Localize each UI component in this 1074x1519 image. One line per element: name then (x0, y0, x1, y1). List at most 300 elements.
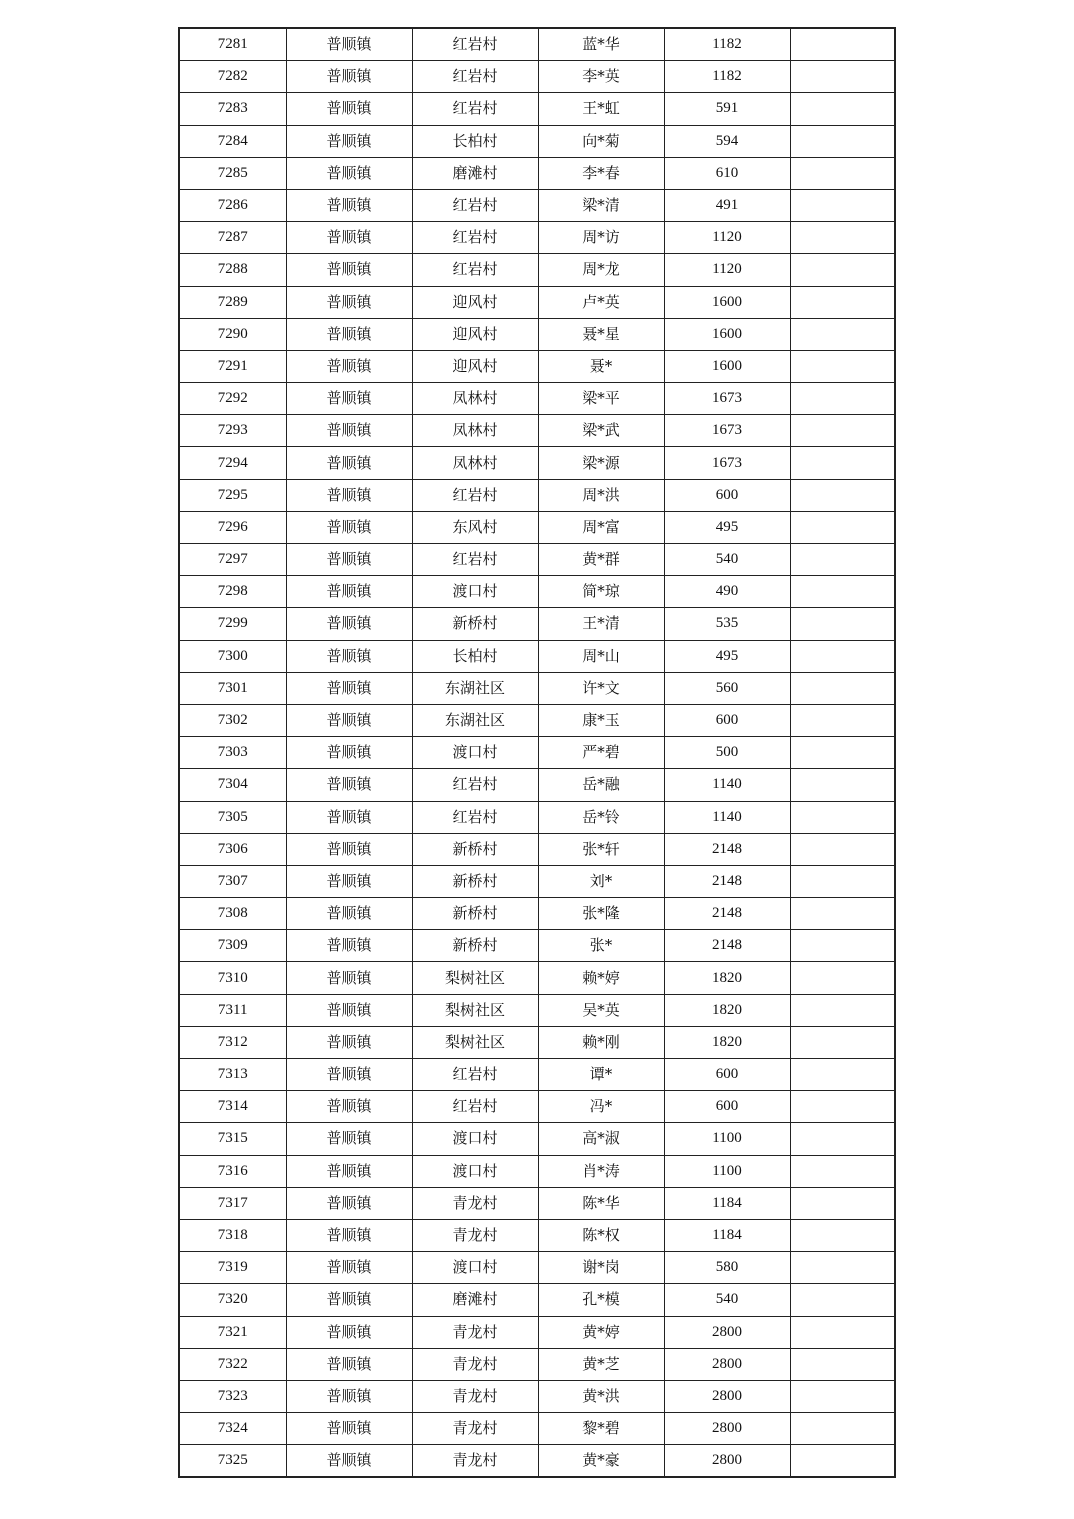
note-cell (790, 511, 895, 543)
serial-number-cell: 7299 (179, 608, 286, 640)
village-cell: 红岩村 (412, 801, 538, 833)
note-cell (790, 1059, 895, 1091)
amount-cell: 540 (664, 544, 790, 576)
person-name-cell: 蓝*华 (538, 28, 664, 61)
amount-cell: 1184 (664, 1187, 790, 1219)
table-row (179, 608, 895, 640)
table-row (179, 672, 895, 704)
note-cell (790, 447, 895, 479)
serial-number-cell: 7301 (179, 672, 286, 704)
town-cell: 普顺镇 (286, 189, 412, 221)
amount-cell: 495 (664, 640, 790, 672)
amount-cell: 1820 (664, 994, 790, 1026)
town-cell: 普顺镇 (286, 898, 412, 930)
person-name-cell: 周*龙 (538, 254, 664, 286)
town-cell: 普顺镇 (286, 704, 412, 736)
amount-cell: 1673 (664, 383, 790, 415)
village-cell: 凤林村 (412, 447, 538, 479)
serial-number-cell: 7300 (179, 640, 286, 672)
person-name-cell: 岳*铃 (538, 801, 664, 833)
serial-number-cell: 7292 (179, 383, 286, 415)
serial-number-cell: 7297 (179, 544, 286, 576)
note-cell (790, 1219, 895, 1251)
amount-cell: 2800 (664, 1380, 790, 1412)
amount-cell: 560 (664, 672, 790, 704)
village-cell: 迎风村 (412, 350, 538, 382)
town-cell: 普顺镇 (286, 1026, 412, 1058)
serial-number-cell: 7311 (179, 994, 286, 1026)
note-cell (790, 769, 895, 801)
table-row (179, 1316, 895, 1348)
serial-number-cell: 7317 (179, 1187, 286, 1219)
amount-cell: 1182 (664, 61, 790, 93)
serial-number-cell: 7302 (179, 704, 286, 736)
table-row (179, 1059, 895, 1091)
table-row (179, 1380, 895, 1412)
person-name-cell: 肖*涛 (538, 1155, 664, 1187)
village-cell: 长柏村 (412, 125, 538, 157)
serial-number-cell: 7290 (179, 318, 286, 350)
serial-number-cell: 7310 (179, 962, 286, 994)
serial-number-cell: 7288 (179, 254, 286, 286)
town-cell: 普顺镇 (286, 511, 412, 543)
town-cell: 普顺镇 (286, 640, 412, 672)
serial-number-cell: 7320 (179, 1284, 286, 1316)
serial-number-cell: 7324 (179, 1413, 286, 1445)
village-cell: 迎风村 (412, 318, 538, 350)
amount-cell: 1600 (664, 318, 790, 350)
note-cell (790, 544, 895, 576)
village-cell: 红岩村 (412, 254, 538, 286)
amount-cell: 1820 (664, 1026, 790, 1058)
table-row (179, 254, 895, 286)
amount-cell: 2148 (664, 898, 790, 930)
note-cell (790, 1091, 895, 1123)
village-cell: 渡口村 (412, 1252, 538, 1284)
village-cell: 红岩村 (412, 1091, 538, 1123)
village-cell: 渡口村 (412, 1155, 538, 1187)
note-cell (790, 1445, 895, 1478)
village-cell: 长柏村 (412, 640, 538, 672)
village-cell: 新桥村 (412, 898, 538, 930)
note-cell (790, 608, 895, 640)
village-cell: 磨滩村 (412, 157, 538, 189)
person-name-cell: 李*英 (538, 61, 664, 93)
town-cell: 普顺镇 (286, 994, 412, 1026)
amount-cell: 600 (664, 1091, 790, 1123)
amount-cell: 491 (664, 189, 790, 221)
note-cell (790, 1026, 895, 1058)
serial-number-cell: 7283 (179, 93, 286, 125)
serial-number-cell: 7303 (179, 737, 286, 769)
person-name-cell: 黎*碧 (538, 1413, 664, 1445)
town-cell: 普顺镇 (286, 672, 412, 704)
person-name-cell: 李*春 (538, 157, 664, 189)
table-row (179, 125, 895, 157)
village-cell: 红岩村 (412, 544, 538, 576)
note-cell (790, 318, 895, 350)
table-row (179, 511, 895, 543)
table-row (179, 157, 895, 189)
serial-number-cell: 7325 (179, 1445, 286, 1478)
village-cell: 东湖社区 (412, 672, 538, 704)
table-row (179, 1123, 895, 1155)
village-cell: 渡口村 (412, 737, 538, 769)
serial-number-cell: 7293 (179, 415, 286, 447)
person-name-cell: 周*富 (538, 511, 664, 543)
person-name-cell: 许*文 (538, 672, 664, 704)
person-name-cell: 刘* (538, 865, 664, 897)
town-cell: 普顺镇 (286, 1059, 412, 1091)
serial-number-cell: 7295 (179, 479, 286, 511)
note-cell (790, 801, 895, 833)
person-name-cell: 王*清 (538, 608, 664, 640)
record-table-body (179, 28, 895, 1477)
person-name-cell: 黄*婷 (538, 1316, 664, 1348)
person-name-cell: 黄*芝 (538, 1348, 664, 1380)
village-cell: 凤林村 (412, 415, 538, 447)
person-name-cell: 康*玉 (538, 704, 664, 736)
town-cell: 普顺镇 (286, 1252, 412, 1284)
village-cell: 新桥村 (412, 833, 538, 865)
note-cell (790, 865, 895, 897)
village-cell: 红岩村 (412, 61, 538, 93)
table-row (179, 704, 895, 736)
serial-number-cell: 7286 (179, 189, 286, 221)
person-name-cell: 梁*武 (538, 415, 664, 447)
town-cell: 普顺镇 (286, 93, 412, 125)
town-cell: 普顺镇 (286, 415, 412, 447)
table-row (179, 61, 895, 93)
person-name-cell: 梁*清 (538, 189, 664, 221)
amount-cell: 2800 (664, 1348, 790, 1380)
amount-cell: 1600 (664, 286, 790, 318)
table-row (179, 1445, 895, 1478)
person-name-cell: 黄*群 (538, 544, 664, 576)
serial-number-cell: 7287 (179, 222, 286, 254)
amount-cell: 610 (664, 157, 790, 189)
amount-cell: 2800 (664, 1413, 790, 1445)
note-cell (790, 704, 895, 736)
table-row (179, 1187, 895, 1219)
town-cell: 普顺镇 (286, 318, 412, 350)
table-row (179, 962, 895, 994)
village-cell: 东湖社区 (412, 704, 538, 736)
amount-cell: 1120 (664, 222, 790, 254)
note-cell (790, 383, 895, 415)
serial-number-cell: 7309 (179, 930, 286, 962)
note-cell (790, 350, 895, 382)
serial-number-cell: 7312 (179, 1026, 286, 1058)
note-cell (790, 415, 895, 447)
table-row (179, 1219, 895, 1251)
note-cell (790, 286, 895, 318)
serial-number-cell: 7318 (179, 1219, 286, 1251)
serial-number-cell: 7313 (179, 1059, 286, 1091)
person-name-cell: 周*洪 (538, 479, 664, 511)
amount-cell: 600 (664, 704, 790, 736)
person-name-cell: 周*山 (538, 640, 664, 672)
town-cell: 普顺镇 (286, 254, 412, 286)
note-cell (790, 28, 895, 61)
person-name-cell: 卢*英 (538, 286, 664, 318)
serial-number-cell: 7308 (179, 898, 286, 930)
amount-cell: 500 (664, 737, 790, 769)
village-cell: 青龙村 (412, 1316, 538, 1348)
person-name-cell: 周*访 (538, 222, 664, 254)
person-name-cell: 谢*岗 (538, 1252, 664, 1284)
serial-number-cell: 7289 (179, 286, 286, 318)
note-cell (790, 1348, 895, 1380)
village-cell: 红岩村 (412, 222, 538, 254)
table-row (179, 1348, 895, 1380)
note-cell (790, 479, 895, 511)
note-cell (790, 125, 895, 157)
amount-cell: 1673 (664, 415, 790, 447)
town-cell: 普顺镇 (286, 1348, 412, 1380)
village-cell: 新桥村 (412, 930, 538, 962)
table-row (179, 576, 895, 608)
serial-number-cell: 7281 (179, 28, 286, 61)
table-row (179, 833, 895, 865)
note-cell (790, 1155, 895, 1187)
town-cell: 普顺镇 (286, 1155, 412, 1187)
person-name-cell: 张*轩 (538, 833, 664, 865)
serial-number-cell: 7304 (179, 769, 286, 801)
person-name-cell: 赖*婷 (538, 962, 664, 994)
amount-cell: 1100 (664, 1155, 790, 1187)
town-cell: 普顺镇 (286, 1316, 412, 1348)
person-name-cell: 黄*洪 (538, 1380, 664, 1412)
table-row (179, 640, 895, 672)
village-cell: 青龙村 (412, 1219, 538, 1251)
town-cell: 普顺镇 (286, 737, 412, 769)
town-cell: 普顺镇 (286, 801, 412, 833)
amount-cell: 2800 (664, 1445, 790, 1478)
amount-cell: 2148 (664, 930, 790, 962)
town-cell: 普顺镇 (286, 608, 412, 640)
village-cell: 红岩村 (412, 93, 538, 125)
village-cell: 青龙村 (412, 1380, 538, 1412)
village-cell: 红岩村 (412, 189, 538, 221)
serial-number-cell: 7298 (179, 576, 286, 608)
village-cell: 新桥村 (412, 865, 538, 897)
note-cell (790, 898, 895, 930)
serial-number-cell: 7306 (179, 833, 286, 865)
serial-number-cell: 7294 (179, 447, 286, 479)
town-cell: 普顺镇 (286, 286, 412, 318)
town-cell: 普顺镇 (286, 1187, 412, 1219)
table-row (179, 415, 895, 447)
serial-number-cell: 7282 (179, 61, 286, 93)
note-cell (790, 1413, 895, 1445)
table-row (179, 383, 895, 415)
table-row (179, 1026, 895, 1058)
amount-cell: 580 (664, 1252, 790, 1284)
table-row (179, 1413, 895, 1445)
note-cell (790, 254, 895, 286)
person-name-cell: 严*碧 (538, 737, 664, 769)
table-row (179, 286, 895, 318)
record-table (178, 27, 896, 1478)
person-name-cell: 陈*华 (538, 1187, 664, 1219)
town-cell: 普顺镇 (286, 157, 412, 189)
person-name-cell: 赖*刚 (538, 1026, 664, 1058)
table-row (179, 1252, 895, 1284)
town-cell: 普顺镇 (286, 222, 412, 254)
village-cell: 梨树社区 (412, 994, 538, 1026)
amount-cell: 600 (664, 479, 790, 511)
serial-number-cell: 7322 (179, 1348, 286, 1380)
town-cell: 普顺镇 (286, 865, 412, 897)
amount-cell: 591 (664, 93, 790, 125)
amount-cell: 2800 (664, 1316, 790, 1348)
amount-cell: 1820 (664, 962, 790, 994)
town-cell: 普顺镇 (286, 1445, 412, 1478)
table-row (179, 189, 895, 221)
town-cell: 普顺镇 (286, 1380, 412, 1412)
person-name-cell: 聂*星 (538, 318, 664, 350)
person-name-cell: 简*琼 (538, 576, 664, 608)
village-cell: 青龙村 (412, 1445, 538, 1478)
town-cell: 普顺镇 (286, 962, 412, 994)
town-cell: 普顺镇 (286, 1219, 412, 1251)
amount-cell: 1182 (664, 28, 790, 61)
amount-cell: 1140 (664, 801, 790, 833)
note-cell (790, 61, 895, 93)
village-cell: 东风村 (412, 511, 538, 543)
serial-number-cell: 7296 (179, 511, 286, 543)
town-cell: 普顺镇 (286, 930, 412, 962)
town-cell: 普顺镇 (286, 1284, 412, 1316)
table-row (179, 1155, 895, 1187)
village-cell: 红岩村 (412, 28, 538, 61)
table-row (179, 28, 895, 61)
village-cell: 凤林村 (412, 383, 538, 415)
table-row (179, 769, 895, 801)
serial-number-cell: 7284 (179, 125, 286, 157)
amount-cell: 490 (664, 576, 790, 608)
note-cell (790, 1123, 895, 1155)
serial-number-cell: 7307 (179, 865, 286, 897)
table-row (179, 898, 895, 930)
village-cell: 青龙村 (412, 1413, 538, 1445)
person-name-cell: 向*菊 (538, 125, 664, 157)
amount-cell: 1100 (664, 1123, 790, 1155)
note-cell (790, 640, 895, 672)
person-name-cell: 冯* (538, 1091, 664, 1123)
village-cell: 红岩村 (412, 1059, 538, 1091)
note-cell (790, 833, 895, 865)
serial-number-cell: 7291 (179, 350, 286, 382)
note-cell (790, 962, 895, 994)
amount-cell: 594 (664, 125, 790, 157)
amount-cell: 1673 (664, 447, 790, 479)
amount-cell: 1140 (664, 769, 790, 801)
person-name-cell: 聂* (538, 350, 664, 382)
person-name-cell: 王*虹 (538, 93, 664, 125)
amount-cell: 535 (664, 608, 790, 640)
town-cell: 普顺镇 (286, 447, 412, 479)
village-cell: 磨滩村 (412, 1284, 538, 1316)
village-cell: 梨树社区 (412, 962, 538, 994)
table-row (179, 801, 895, 833)
note-cell (790, 157, 895, 189)
amount-cell: 2148 (664, 833, 790, 865)
person-name-cell: 张* (538, 930, 664, 962)
town-cell: 普顺镇 (286, 833, 412, 865)
table-row (179, 994, 895, 1026)
note-cell (790, 1284, 895, 1316)
village-cell: 青龙村 (412, 1348, 538, 1380)
note-cell (790, 930, 895, 962)
serial-number-cell: 7316 (179, 1155, 286, 1187)
amount-cell: 540 (664, 1284, 790, 1316)
serial-number-cell: 7321 (179, 1316, 286, 1348)
town-cell: 普顺镇 (286, 125, 412, 157)
town-cell: 普顺镇 (286, 576, 412, 608)
serial-number-cell: 7319 (179, 1252, 286, 1284)
table-row (179, 1091, 895, 1123)
village-cell: 迎风村 (412, 286, 538, 318)
village-cell: 梨树社区 (412, 1026, 538, 1058)
person-name-cell: 张*隆 (538, 898, 664, 930)
person-name-cell: 黄*豪 (538, 1445, 664, 1478)
person-name-cell: 岳*融 (538, 769, 664, 801)
amount-cell: 1120 (664, 254, 790, 286)
amount-cell: 495 (664, 511, 790, 543)
amount-cell: 2148 (664, 865, 790, 897)
serial-number-cell: 7285 (179, 157, 286, 189)
person-name-cell: 梁*源 (538, 447, 664, 479)
note-cell (790, 1187, 895, 1219)
town-cell: 普顺镇 (286, 1413, 412, 1445)
table-row (179, 737, 895, 769)
town-cell: 普顺镇 (286, 769, 412, 801)
table-row (179, 865, 895, 897)
table-row (179, 222, 895, 254)
village-cell: 青龙村 (412, 1187, 538, 1219)
serial-number-cell: 7315 (179, 1123, 286, 1155)
note-cell (790, 1252, 895, 1284)
table-row (179, 544, 895, 576)
serial-number-cell: 7305 (179, 801, 286, 833)
table-row (179, 447, 895, 479)
town-cell: 普顺镇 (286, 383, 412, 415)
person-name-cell: 孔*模 (538, 1284, 664, 1316)
village-cell: 红岩村 (412, 769, 538, 801)
town-cell: 普顺镇 (286, 28, 412, 61)
amount-cell: 1600 (664, 350, 790, 382)
table-row (179, 930, 895, 962)
table-row (179, 93, 895, 125)
table-row (179, 1284, 895, 1316)
village-cell: 红岩村 (412, 479, 538, 511)
town-cell: 普顺镇 (286, 544, 412, 576)
person-name-cell: 谭* (538, 1059, 664, 1091)
note-cell (790, 1316, 895, 1348)
serial-number-cell: 7323 (179, 1380, 286, 1412)
amount-cell: 1184 (664, 1219, 790, 1251)
note-cell (790, 576, 895, 608)
amount-cell: 600 (664, 1059, 790, 1091)
person-name-cell: 陈*权 (538, 1219, 664, 1251)
town-cell: 普顺镇 (286, 61, 412, 93)
note-cell (790, 672, 895, 704)
serial-number-cell: 7314 (179, 1091, 286, 1123)
town-cell: 普顺镇 (286, 350, 412, 382)
note-cell (790, 93, 895, 125)
